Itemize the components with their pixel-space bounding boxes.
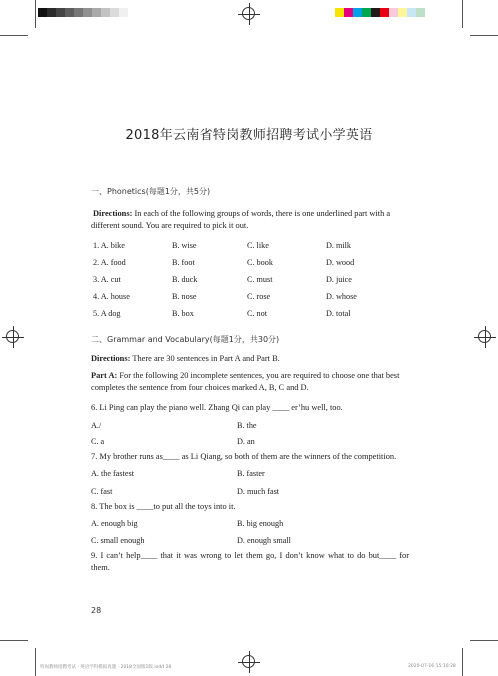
option-cell: D. wood (326, 258, 355, 267)
question-6: 6. Li Ping can play the piano well. Zhang Qi can play ____ er’hu well, too. (91, 403, 343, 412)
answer-option: D. much fast (237, 487, 280, 496)
grayscale-bar (38, 8, 128, 17)
grayscale-swatch (83, 8, 92, 17)
directions-paragraph (91, 353, 409, 365)
color-swatch (398, 8, 407, 17)
grayscale-swatch (119, 8, 128, 17)
option-cell: C. rose (247, 292, 271, 301)
color-swatch (416, 8, 425, 17)
question-9: 9. I can’t help____ that it was wrong to let them go, I don’t know what to do but____ for them. (91, 551, 409, 572)
option-cell: 1. A. bike (93, 241, 125, 250)
option-cell: B. wise (172, 241, 197, 250)
color-swatch (362, 8, 371, 17)
crosshair-mark-icon (238, 651, 260, 673)
answer-option: A. the fastest (91, 469, 134, 478)
crosshair-mark-icon (238, 3, 260, 25)
option-cell: 2. A. food (93, 258, 126, 267)
grayscale-swatch (38, 8, 47, 17)
grayscale-swatch (47, 8, 56, 17)
page-title: 2018年云南省特岗教师招聘考试小学英语 (125, 128, 373, 143)
color-swatch (371, 8, 380, 17)
page-number: 28 (91, 606, 102, 615)
crop-mark (35, 648, 36, 676)
answer-option: B. faster (237, 469, 265, 478)
crop-mark (470, 35, 498, 36)
crop-mark (0, 640, 28, 641)
option-cell: D. whose (326, 292, 357, 301)
print-footer-right: 2020-07-16 15:10:28 (408, 664, 456, 669)
answer-option: B. the (237, 421, 257, 430)
section-heading-grammar: 二、Grammar and Vocabulary(每题1分，共30分) (91, 335, 280, 344)
answer-option: C. small enough (91, 536, 145, 545)
crosshair-mark-icon (2, 326, 24, 348)
answer-option: C. a (91, 437, 105, 446)
grayscale-swatch (56, 8, 65, 17)
directions-label: Directions: (93, 209, 133, 218)
option-cell: 4. A. house (93, 292, 130, 301)
grayscale-swatch (74, 8, 83, 17)
question-7: 7. My brother runs as____ as Li Qiang, so both of them are the winners of the competition. (91, 452, 397, 461)
option-cell: B. foot (172, 258, 195, 267)
color-swatch (389, 8, 398, 17)
option-cell: D. juice (326, 275, 352, 284)
color-swatch (353, 8, 362, 17)
question-8: 8. The box is ____to put all the toys into it. (91, 502, 236, 511)
crop-mark (35, 0, 36, 28)
part-a-paragraph (91, 370, 409, 394)
answer-option: C. fast (91, 487, 113, 496)
grayscale-swatch (65, 8, 74, 17)
crosshair-mark-icon (474, 326, 496, 348)
color-swatch (407, 8, 416, 17)
color-swatch (344, 8, 353, 17)
option-cell: C. not (247, 309, 268, 318)
option-cell: D. milk (326, 241, 352, 250)
answer-option: D. enough small (237, 536, 291, 545)
directions-text: There are 30 sentences in Part A and Part B. (130, 354, 280, 363)
answer-option: A. enough big (91, 519, 138, 528)
part-a-text: For the following 20 incomplete sentences, you are required to choose one that best completes the sentence from four choices marked A, B, C and D. (91, 371, 400, 392)
option-cell: B. box (172, 309, 194, 318)
option-cell: C. like (247, 241, 269, 250)
option-cell: C. must (247, 275, 273, 284)
print-footer-left: 特岗教师招聘考试 · 英语学科模拟真题 · 2018全国版1版.indd 28 (40, 665, 172, 670)
option-cell: 3. A. cut (93, 275, 121, 284)
grayscale-swatch (101, 8, 110, 17)
color-swatch (380, 8, 389, 17)
option-cell: C. book (247, 258, 273, 267)
directions-label: Directions: (91, 354, 131, 363)
color-swatch (335, 8, 344, 17)
grayscale-swatch (110, 8, 119, 17)
crop-mark (470, 640, 498, 641)
crop-mark (0, 35, 28, 36)
option-cell: 5. A dog (93, 309, 121, 318)
answer-option: B. big enough (237, 519, 284, 528)
crop-mark (462, 0, 463, 28)
directions-paragraph (91, 208, 409, 232)
option-cell: D. total (326, 309, 351, 318)
crop-mark (462, 648, 463, 676)
answer-option: D. an (237, 437, 255, 446)
grayscale-swatch (92, 8, 101, 17)
directions-text: In each of the following groups of words, there is one underlined part with a different sound. You are required to pick it out. (91, 209, 391, 230)
option-cell: B. nose (172, 292, 197, 301)
part-a-label: Part A: (91, 371, 118, 380)
answer-option: A./ (91, 421, 102, 430)
option-cell: B. duck (172, 275, 198, 284)
color-bar (335, 8, 425, 17)
section-heading-phonetics: 一、Phonetics(每题1分，共5分) (91, 187, 211, 196)
